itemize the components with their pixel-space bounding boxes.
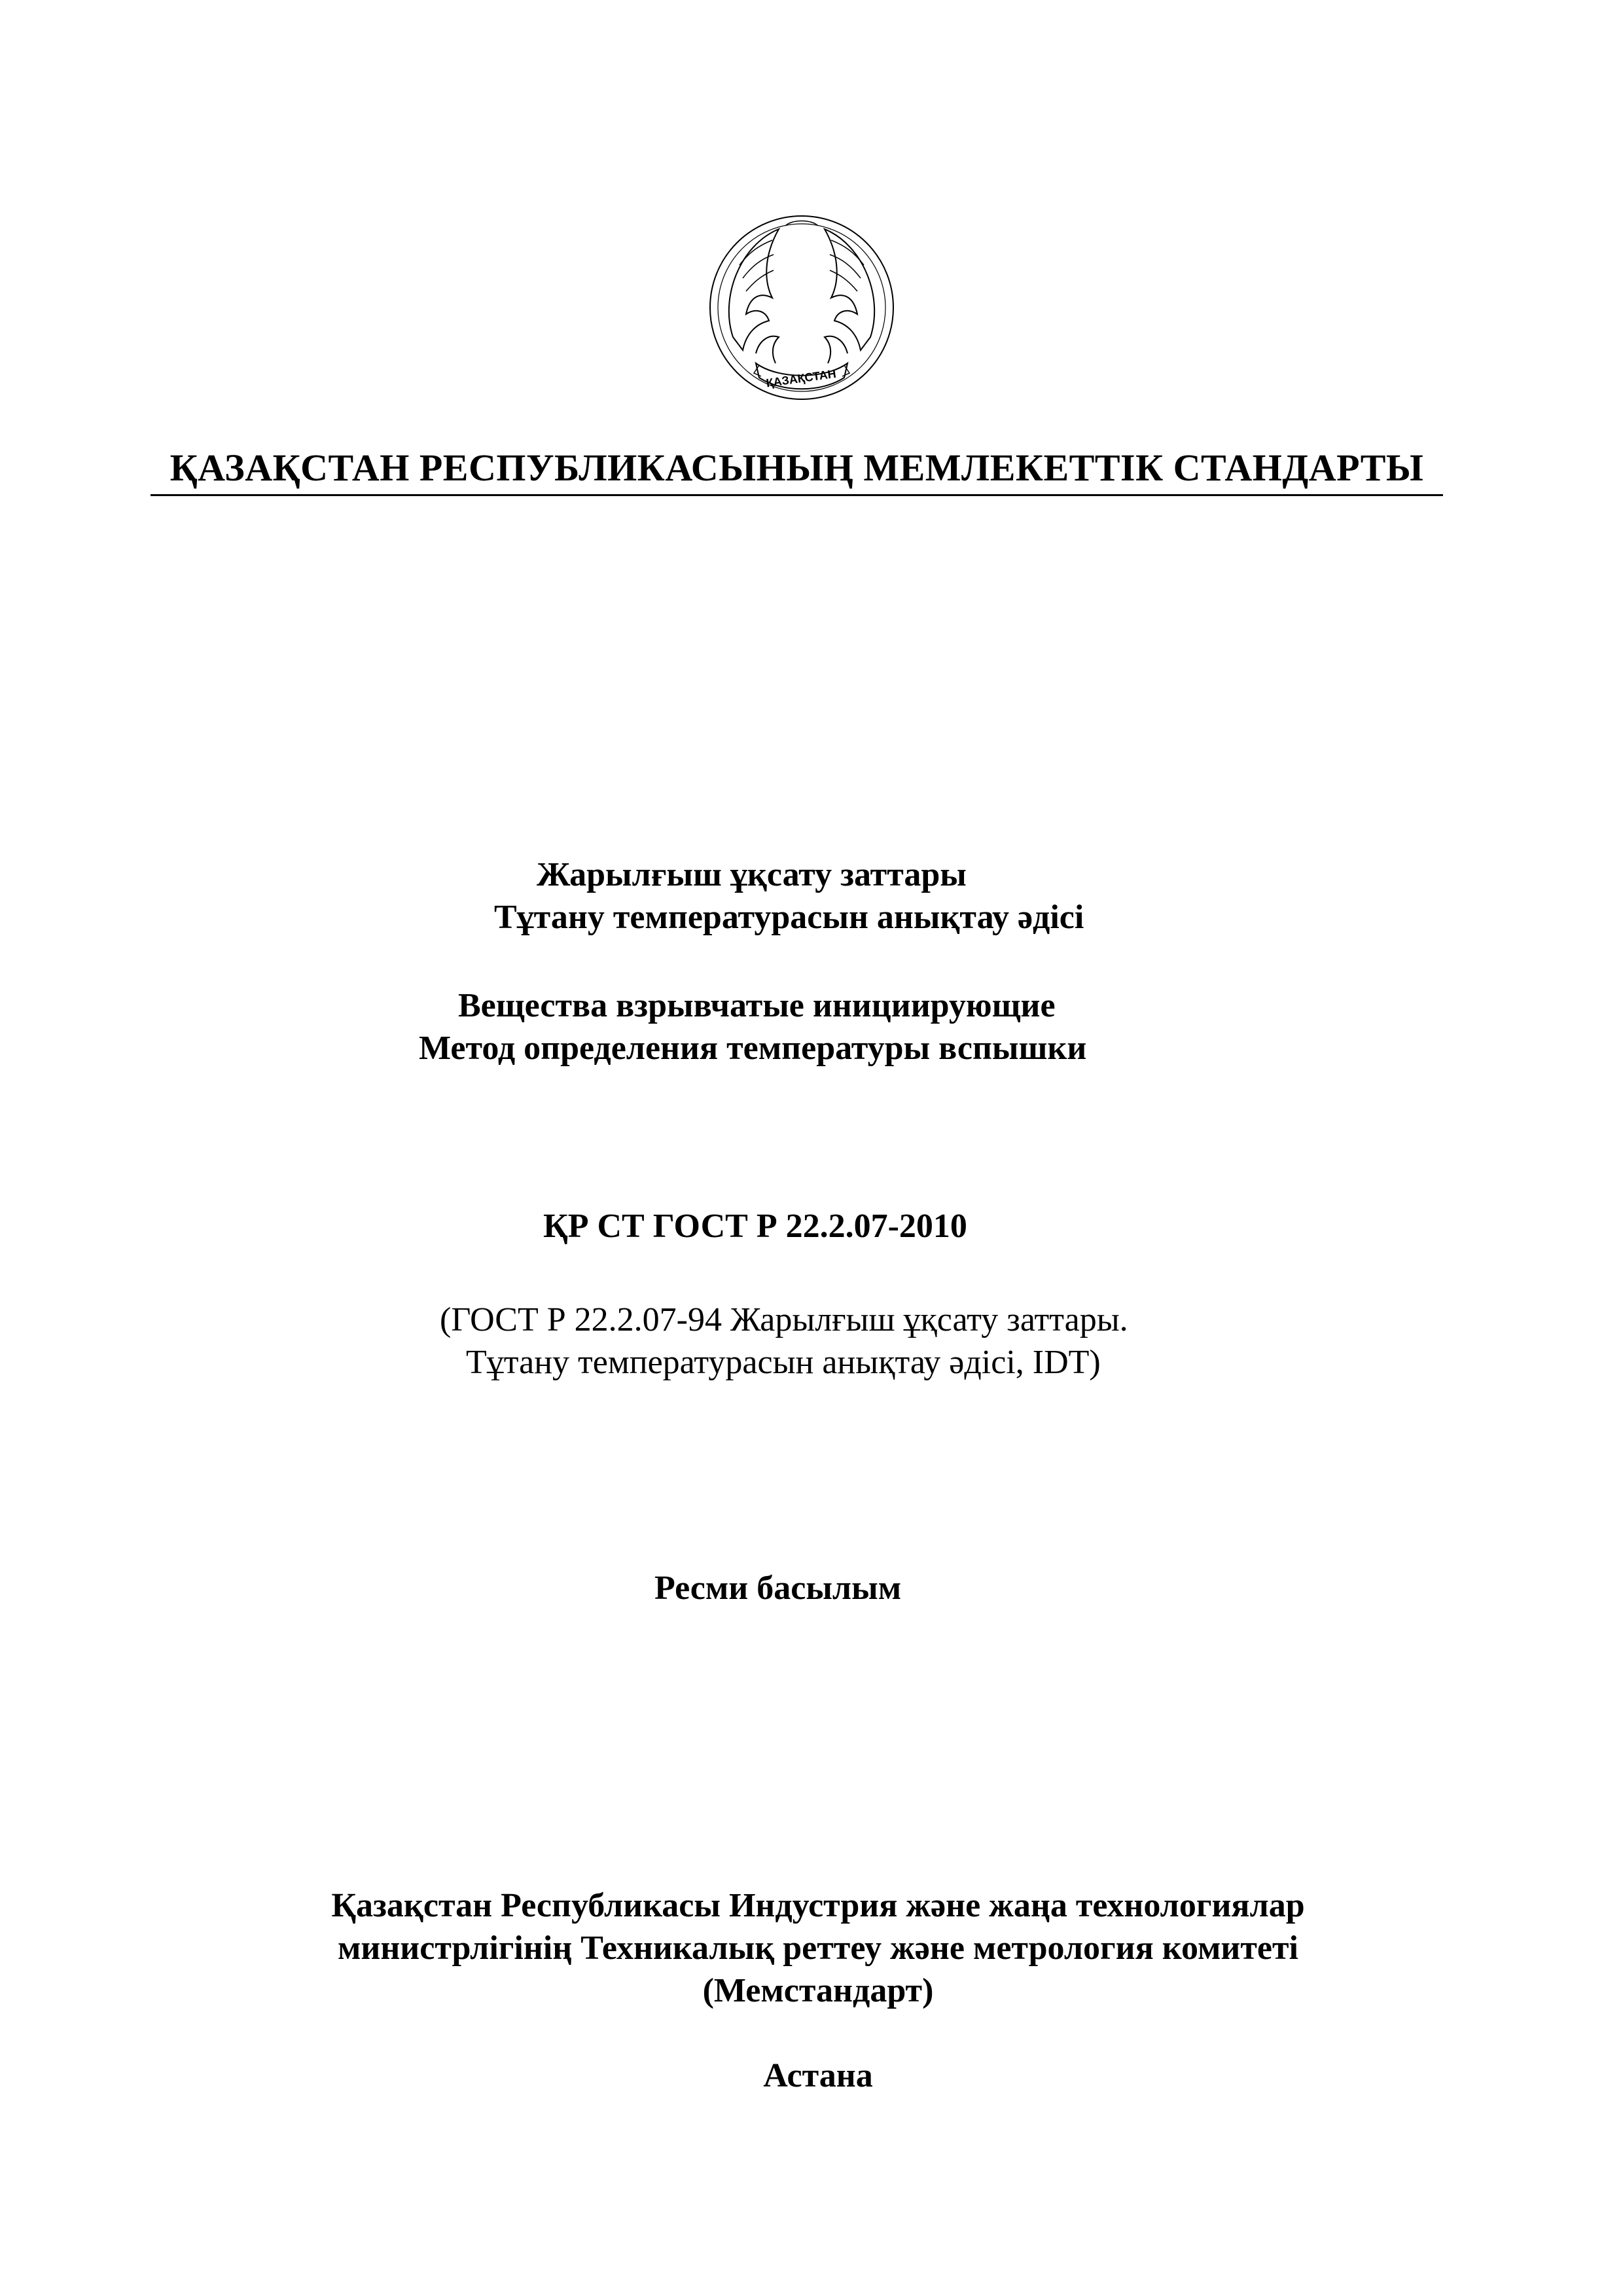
ru-title-line-1: Вещества взрывчатые инициирующие: [458, 987, 1056, 1024]
standard-header-title: ҚАЗАҚСТАН РЕСПУБЛИКАСЫНЫҢ МЕМЛЕКЕТТІК СТАНДАРТЫ: [151, 442, 1443, 496]
edition-label: Ресми басылым: [654, 1570, 902, 1607]
original-standard-line-1: (ГОСТ Р 22.2.07-94 Жарылғыш ұқсату заттары.: [440, 1301, 1128, 1338]
organization-line-1: Қазақстан Республикасы Индустрия және жаңа технологиялар: [331, 1887, 1305, 1924]
kz-title-line-2: Тұтану температурасын анықтау әдісі: [494, 899, 1084, 936]
ru-title-line-2: Метод определения температуры вспышки: [419, 1030, 1087, 1067]
original-standard-line-2: Тұтану температурасын анықтау әдісі, IDT): [466, 1344, 1101, 1381]
organization-line-2: министрлігінің Техникалық реттеу және метрология комитеті: [337, 1929, 1299, 1967]
kazakhstan-emblem-icon: [694, 200, 910, 409]
city-name: Астана: [763, 2057, 873, 2094]
standard-designation: ҚР СТ ГОСТ Р 22.2.07-2010: [543, 1208, 967, 1245]
emblem-label: ҚАЗАҚСТАН: [765, 367, 837, 390]
organization-line-3: (Мемстандарт): [702, 1972, 934, 2009]
kz-title-line-1: Жарылғыш ұқсату заттары: [537, 856, 967, 893]
